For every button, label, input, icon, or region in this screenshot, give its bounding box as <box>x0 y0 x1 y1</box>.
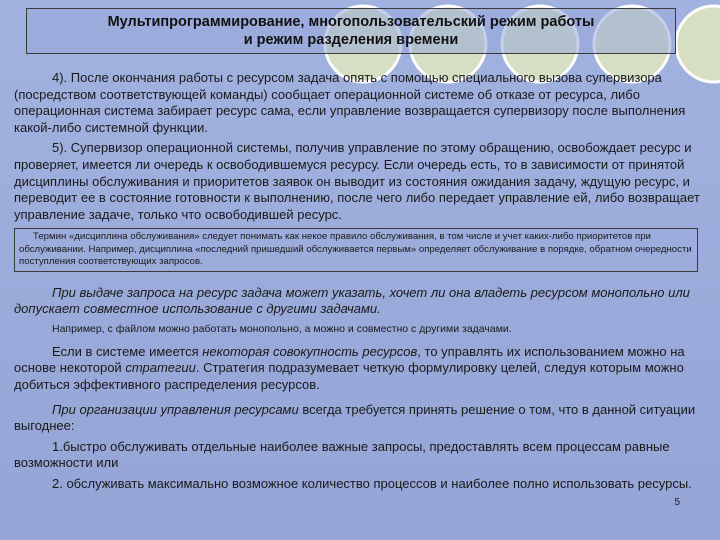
paragraph-step-5 <box>14 140 706 223</box>
org-text-b: всегда требуется принять решение о том, что в данной ситуации выгоднее: <box>14 401 696 434</box>
step-5-number: 5). <box>52 140 68 156</box>
step-5-text: Супервизор операционной системы, получив управление по этому обращению, освобождает ресурс и проверяет, имеется ли очередь к освободившемуся ресурсу. Если очередь есть, то в зависимости от принятой дисциплины обслуживания и приоритетов заявок он выводит из состояния ожидания задачу, ждущую ресурс, и переводит ее в состояние готовности к выполнению, после чего либо передает управление ей, либо возвращает управление задаче, только что освободившей ресурс. <box>14 140 700 222</box>
resources-text-e: . Стратегия подразумевает четкую формулировку целей, следуя которым можно добиться эффективного распределения ресурсов. <box>14 360 684 392</box>
list-item-2: 2. обслуживать максимально возможное количество процессов и наиболее полно использовать ресурсы. <box>52 475 692 491</box>
step-4-number: 4). <box>52 70 68 85</box>
service-discipline-note <box>14 228 698 271</box>
paragraph-example: Например, с файлом можно работать монопольно, а можно и совместно с другими задачами. <box>52 322 512 335</box>
note-text: Термин «дисциплина обслуживания» следует понимать как некое правило обслуживания, в том числе и учет каких-либо приоритетов при обслуживании. Например, дисциплина «последний пришедший обслуживается первым» определяет обслуживание в порядке, обратном очередности поступления соответствующих запросов. <box>19 231 692 268</box>
resources-text-a: Если в системе имеется <box>52 343 203 359</box>
step-4-text: После окончания работы с ресурсом задача опять с помощью специального вызова супервизора (посредством соответствующей команды) сообщает операционной системе об отказе от ресурса, либо операционная система забирает ресурс сама, если управление возвращается супервизору после выполнения какой-либо системной функции. <box>14 70 686 135</box>
paragraph-step-4 <box>14 70 706 136</box>
resources-text-b: некоторая совокупность ресурсов <box>202 343 418 359</box>
title-line-2: и режим разделения времени <box>243 32 459 48</box>
page-number: 5 <box>674 497 680 508</box>
resources-text-d: стратегии <box>125 360 196 376</box>
org-text-a: При организации управления ресурсами <box>52 401 299 417</box>
resources-text-c: , то управлять их использованием можно на основе некоторой <box>14 343 685 376</box>
slide-title <box>26 8 676 54</box>
slide-content <box>14 70 706 493</box>
paragraph-resource-management <box>14 402 706 435</box>
paragraph-request-mode: При выдаче запроса на ресурс задача может указать, хочет ли она владеть ресурсом монопольно или допускает совместное использование с другими задачами. <box>14 284 690 317</box>
title-line-1: Мультипрограммирование, многопользовательский режим работы <box>107 14 595 30</box>
paragraph-resources-strategy <box>14 344 706 394</box>
list-item-1: 1.быстро обслуживать отдельные наиболее важные запросы, предоставлять всем процессам равные возможности или <box>14 438 670 471</box>
